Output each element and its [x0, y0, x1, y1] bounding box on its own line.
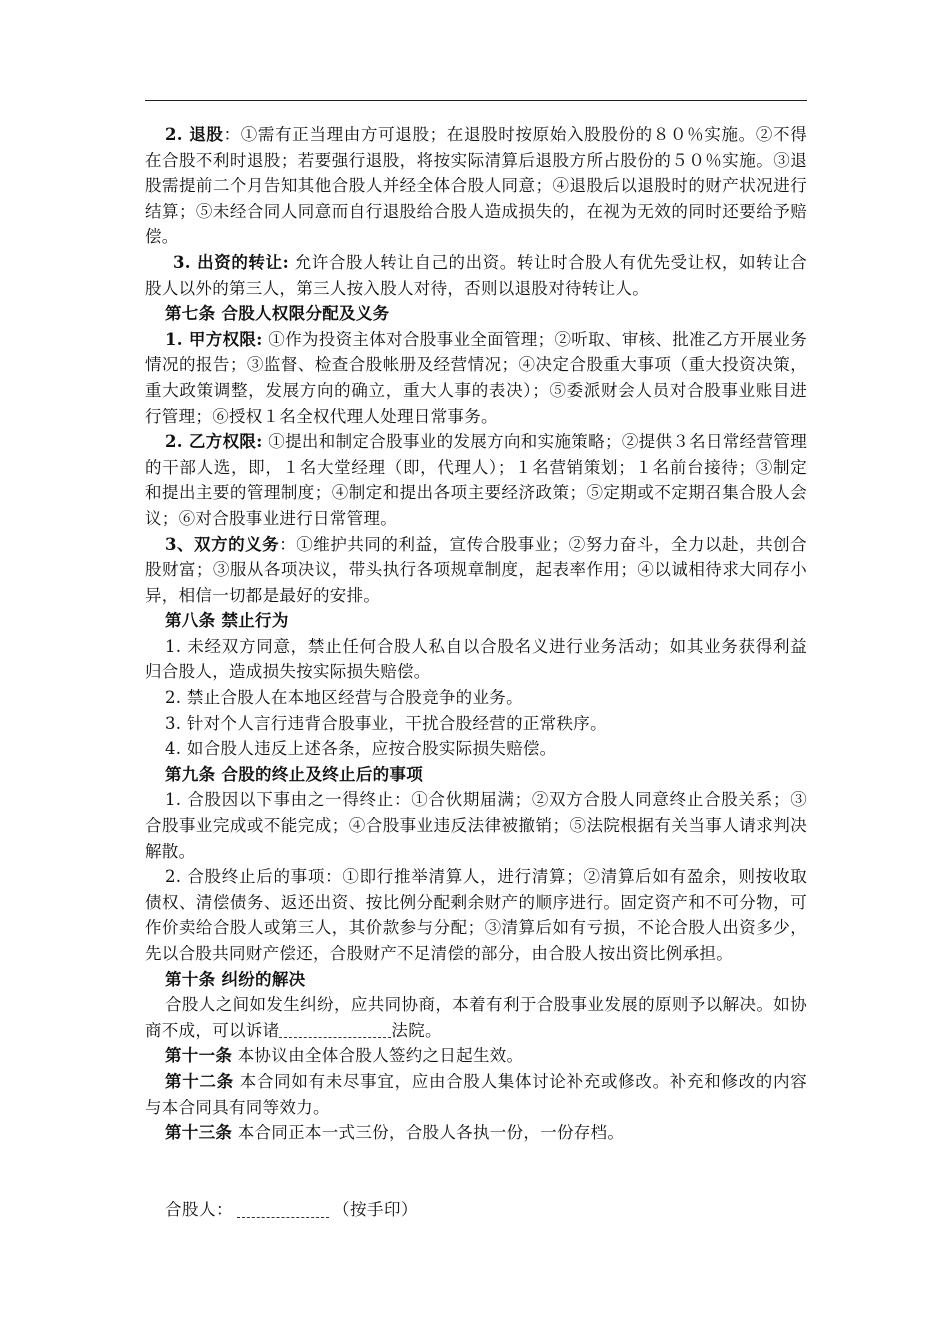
list-item: 4. 如合股人违反上述各条，应按合股实际损失赔偿。 [165, 739, 557, 759]
clause-text: 本合同如有未尽事宜，应由合股人集体讨论补充或修改。补充和修改的内容与本合同具有同等效力。 [145, 1071, 807, 1117]
article-8-heading: 第八条 禁止行为 [165, 611, 289, 631]
article-13 [145, 1120, 807, 1146]
article-9-heading: 第九条 合股的终止及终止后的事项 [165, 764, 424, 784]
clause-withdrawal [145, 122, 807, 250]
list-item: 2. 禁止合股人在本地区经营与合股竞争的业务。 [165, 688, 523, 708]
clause-label: 2. 乙方权限: [165, 432, 263, 452]
clause-label: 3、双方的义务 [165, 534, 280, 554]
article-10-heading: 第十条 纠纷的解决 [165, 969, 306, 989]
clause-text: 允许合股人转让自己的出资。转让时合股人有优先受让权，如转让合股人以外的第三人，第三人按入股人对待，否则以退股对待转让人。 [145, 252, 808, 298]
list-item: 1. 合股因以下事由之一得终止：①合伙期届满；②双方合股人同意终止合股关系；③合股事业完成或不能完成；④合股事业违反法律被撤销；⑤法院根据有关当事人请求判决解散。 [145, 790, 807, 861]
clause-text: 合股人之间如发生纠纷，应共同协商，本着有利于合股事业发展的原则予以解决。如协商不成，可以诉诸 [145, 995, 807, 1040]
clause-obligations [145, 532, 807, 609]
clause-label: 3. 出资的转让: [173, 252, 289, 272]
clause-text: 本协议由全体合股人签约之日起生效。 [232, 1046, 524, 1066]
header-rule [145, 100, 807, 101]
clause-text: ①提出和制定合股事业的发展方向和实施策略；②提供３名日常经营管理的干部人选，即，１名大堂经理（即，代理人）；１名营销策划；１名前台接待；③制定和提出主要的管理制度；④制定和提出各项主要经济政策；⑤定期或不定期召集合股人会议；⑥对合股事业进行日常管理。 [145, 432, 807, 528]
clause-text: ：①维护共同的利益，宣传合股事业；②努力奋斗，全力以赴，共创合股财富；③服从各项决议，带头执行各项规章制度，起表率作用；④以诚相待求大同存小异，相信一切都是最好的安排。 [145, 534, 807, 605]
list-item: 3. 针对个人言行违背合股事业，干扰合股经营的正常秩序。 [165, 713, 607, 733]
court-blank [279, 1020, 391, 1038]
clause-text: ：①需有正当理由方可退股；在退股时按原始入股股份的８０％实施。②不得在合股不利时退股；若要强行退股，将按实际清算后退股方所占股份的５０％实施。③退股需提前二个月告知其他合股人并经全体合股人同意；④退股后以退股时的财产状况进行结算；⑤未经合同人同意而自行退股给合股人造成损失的，在视为无效的同时还要给予赔偿。 [145, 125, 807, 247]
list-item: 2. 合股终止后的事项：①即行推举清算人，进行清算；②清算后如有盈余，则按收取债权、清偿债务、返还出资、按比例分配剩余财产的顺序进行。固定资产和不可分物，可作价卖给合股人或第三人，其价款参与分配；③清算后如有亏损，不论合股人出资多少，先以合股共同财产偿还，合股财产不足清偿的部分，由合股人按出资比例承担。 [145, 867, 807, 963]
contract-body [145, 122, 807, 1146]
signature-blank [237, 1203, 329, 1218]
clause-transfer [145, 250, 807, 301]
signature-label: 合股人： [165, 1200, 233, 1219]
signature-note: （按手印） [333, 1200, 418, 1219]
article-7-heading: 第七条 合股人权限分配及义务 [165, 304, 390, 324]
clause-label: 2. 退股 [165, 125, 224, 144]
clause-label: 1. 甲方权限: [165, 329, 263, 349]
clause-text: 本合同正本一式三份，合股人各执一份，一份存档。 [232, 1123, 625, 1143]
signature-line [165, 1196, 418, 1220]
clause-label: 第十三条 [165, 1123, 233, 1143]
list-item: 1. 未经双方同意，禁止任何合股人私自以合股名义进行业务活动；如其业务获得利益归合股人，造成损失按实际损失赔偿。 [145, 636, 807, 682]
clause-dispute [145, 992, 807, 1043]
clause-party-a-rights [145, 327, 807, 429]
clause-text: 法院。 [391, 1020, 442, 1040]
clause-label: 第十一条 [165, 1046, 233, 1066]
clause-label: 第十二条 [165, 1071, 234, 1091]
clause-text: ①作为投资主体对合股事业全面管理；②听取、审核、批准乙方开展业务情况的报告；③监督、检查合股帐册及经营情况；④决定合股重大事项（重大投资决策，重大政策调整，发展方向的确立，重大人事的表决）；⑤委派财会人员对合股事业账目进行管理；⑥授权１名全权代理人处理日常事务。 [145, 329, 807, 426]
article-11 [145, 1043, 807, 1069]
article-12 [145, 1069, 807, 1120]
clause-party-b-rights [145, 429, 807, 531]
